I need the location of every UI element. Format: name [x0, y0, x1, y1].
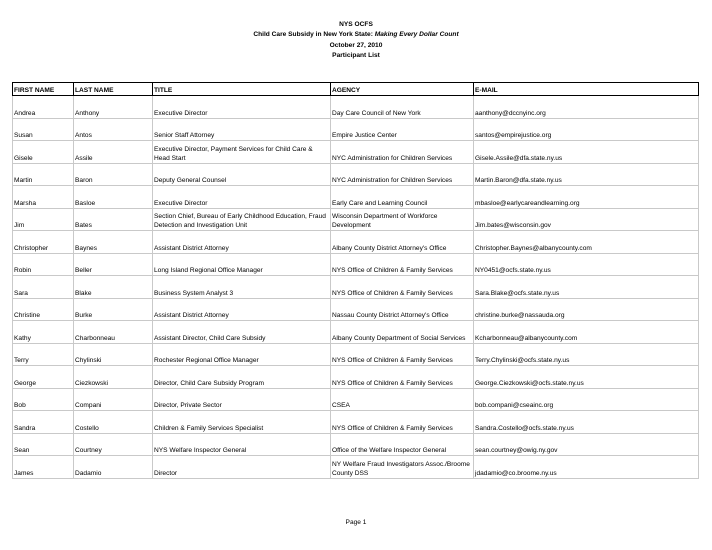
page-number: Page 1 [345, 519, 367, 526]
title-cell: Assistant District Attorney [153, 298, 331, 321]
first-name-cell: Terry [13, 343, 74, 366]
last-name-cell: Beller [74, 253, 153, 276]
first-name-cell: Kathy [13, 321, 74, 344]
event-title-prefix: Child Care Subsidy in New York State: [253, 31, 375, 39]
title-cell: Director, Private Sector [153, 388, 331, 411]
table-row [13, 343, 699, 366]
first-name-cell: Sandra [13, 411, 74, 434]
title-cell: Director [153, 456, 331, 479]
last-name-cell: Costello [74, 411, 153, 434]
table-row [13, 366, 699, 389]
table-row [13, 253, 699, 276]
first-name-cell: Bob [13, 388, 74, 411]
email-cell: Sandra.Costello@ocfs.state.ny.us [474, 411, 699, 434]
first-name-cell: George [13, 366, 74, 389]
col-last-name: LAST NAME [74, 83, 153, 96]
table-row [13, 276, 699, 299]
agency-cell: NYS Office of Children & Family Services [331, 343, 474, 366]
last-name-cell: Basloe [74, 186, 153, 209]
table-row [13, 433, 699, 456]
org-title: NYS OCFS [339, 21, 373, 28]
last-name-cell: Antos [74, 118, 153, 141]
last-name-cell: Charbonneau [74, 321, 153, 344]
table-row [13, 186, 699, 209]
event-date: October 27, 2010 [329, 41, 383, 49]
title-cell: NYS Welfare Inspector General [153, 433, 331, 456]
title-cell: Director, Child Care Subsidy Program [153, 366, 331, 389]
email-cell: Terry.Chylinski@ocfs.state.ny.us [474, 343, 699, 366]
email-cell: Jim.bates@wisconsin.gov [474, 208, 699, 231]
last-name-cell: Anthony [74, 96, 153, 119]
last-name-cell: Baynes [74, 231, 153, 254]
agency-cell: Nassau County District Attorney's Office [331, 298, 474, 321]
email-cell: christine.burke@nassauda.org [474, 298, 699, 321]
last-name-cell: Blake [74, 276, 153, 299]
table-row [13, 298, 699, 321]
email-cell: bob.compani@cseainc.org [474, 388, 699, 411]
agency-cell: Albany County Department of Social Services [331, 321, 474, 344]
agency-cell: NYS Office of Children & Family Services [331, 411, 474, 434]
title-cell: Executive Director [153, 96, 331, 119]
document-header [0, 20, 712, 61]
title-cell: Executive Director [153, 186, 331, 209]
table-row [13, 411, 699, 434]
event-title [0, 30, 712, 40]
title-cell: Deputy General Counsel [153, 163, 331, 186]
col-first-name: FIRST NAME [13, 83, 74, 96]
title-cell: Assistant District Attorney [153, 231, 331, 254]
agency-cell: NYS Office of Children & Family Services [331, 366, 474, 389]
first-name-cell: Sara [13, 276, 74, 299]
first-name-cell: Jim [13, 208, 74, 231]
email-cell: Sara.Blake@ocfs.state.ny.us [474, 276, 699, 299]
agency-cell: NYS Office of Children & Family Services [331, 276, 474, 299]
title-cell: Section Chief, Bureau of Early Childhood Education, Fraud Detection and Investigation Unit [153, 208, 331, 231]
last-name-cell: Courtney [74, 433, 153, 456]
agency-cell: Empire Justice Center [331, 118, 474, 141]
last-name-cell: Burke [74, 298, 153, 321]
col-email: E-MAIL [474, 83, 699, 96]
title-cell: Business System Analyst 3 [153, 276, 331, 299]
first-name-cell: Christine [13, 298, 74, 321]
title-cell: Executive Director, Payment Services for Child Care & Head Start [153, 141, 331, 164]
col-title: TITLE [153, 83, 331, 96]
table-row [13, 388, 699, 411]
table-row [13, 96, 699, 119]
first-name-cell: Christopher [13, 231, 74, 254]
first-name-cell: Gisele [13, 141, 74, 164]
email-cell: Gisele.Assile@dfa.state.ny.us [474, 141, 699, 164]
table-row [13, 208, 699, 231]
title-cell: Rochester Regional Office Manager [153, 343, 331, 366]
email-cell: aanthony@dccnyinc.org [474, 96, 699, 119]
email-cell: Christopher.Baynes@albanycounty.com [474, 231, 699, 254]
agency-cell: Early Care and Learning Council [331, 186, 474, 209]
event-title-italic: Making Every Dollar Count [374, 31, 459, 39]
email-cell: George.Ciezkowski@ocfs.state.ny.us [474, 366, 699, 389]
first-name-cell: Andrea [13, 96, 74, 119]
agency-cell: NYC Administration for Children Services [331, 141, 474, 164]
participant-table [12, 82, 699, 479]
title-cell: Assistant Director, Child Care Subsidy [153, 321, 331, 344]
first-name-cell: James [13, 456, 74, 479]
table-row [13, 231, 699, 254]
title-cell: Long Island Regional Office Manager [153, 253, 331, 276]
last-name-cell: Baron [74, 163, 153, 186]
agency-cell: Day Care Council of New York [331, 96, 474, 119]
header-row [13, 83, 699, 96]
table-row [13, 456, 699, 479]
last-name-cell: Chylinski [74, 343, 153, 366]
last-name-cell: Dadamio [74, 456, 153, 479]
title-cell: Senior Staff Attorney [153, 118, 331, 141]
last-name-cell: Assile [74, 141, 153, 164]
agency-cell: NYC Administration for Children Services [331, 163, 474, 186]
email-cell: NY0451@ocfs.state.ny.us [474, 253, 699, 276]
email-cell: sean.courtney@owig.ny.gov [474, 433, 699, 456]
email-cell: mbasloe@earlycareandlearning.org [474, 186, 699, 209]
table-row [13, 163, 699, 186]
first-name-cell: Robin [13, 253, 74, 276]
table-row [13, 141, 699, 164]
agency-cell: NYS Office of Children & Family Services [331, 253, 474, 276]
title-cell: Children & Family Services Specialist [153, 411, 331, 434]
agency-cell: NY Welfare Fraud Investigators Assoc./Broome County DSS [331, 456, 474, 479]
agency-cell: CSEA [331, 388, 474, 411]
last-name-cell: Bates [74, 208, 153, 231]
email-cell: Martin.Baron@dfa.state.ny.us [474, 163, 699, 186]
list-title: Participant List [332, 51, 380, 59]
email-cell: santos@empirejustice.org [474, 118, 699, 141]
first-name-cell: Susan [13, 118, 74, 141]
agency-cell: Albany County District Attorney's Office [331, 231, 474, 254]
first-name-cell: Martin [13, 163, 74, 186]
first-name-cell: Marsha [13, 186, 74, 209]
first-name-cell: Sean [13, 433, 74, 456]
email-cell: jdadamio@co.broome.ny.us [474, 456, 699, 479]
col-agency: AGENCY [331, 83, 474, 96]
last-name-cell: Ciezkowski [74, 366, 153, 389]
email-cell: Kcharbonneau@albanycounty.com [474, 321, 699, 344]
agency-cell: Wisconsin Department of Workforce Development [331, 208, 474, 231]
agency-cell: Office of the Welfare Inspector General [331, 433, 474, 456]
table-row [13, 321, 699, 344]
table-row [13, 118, 699, 141]
last-name-cell: Compani [74, 388, 153, 411]
